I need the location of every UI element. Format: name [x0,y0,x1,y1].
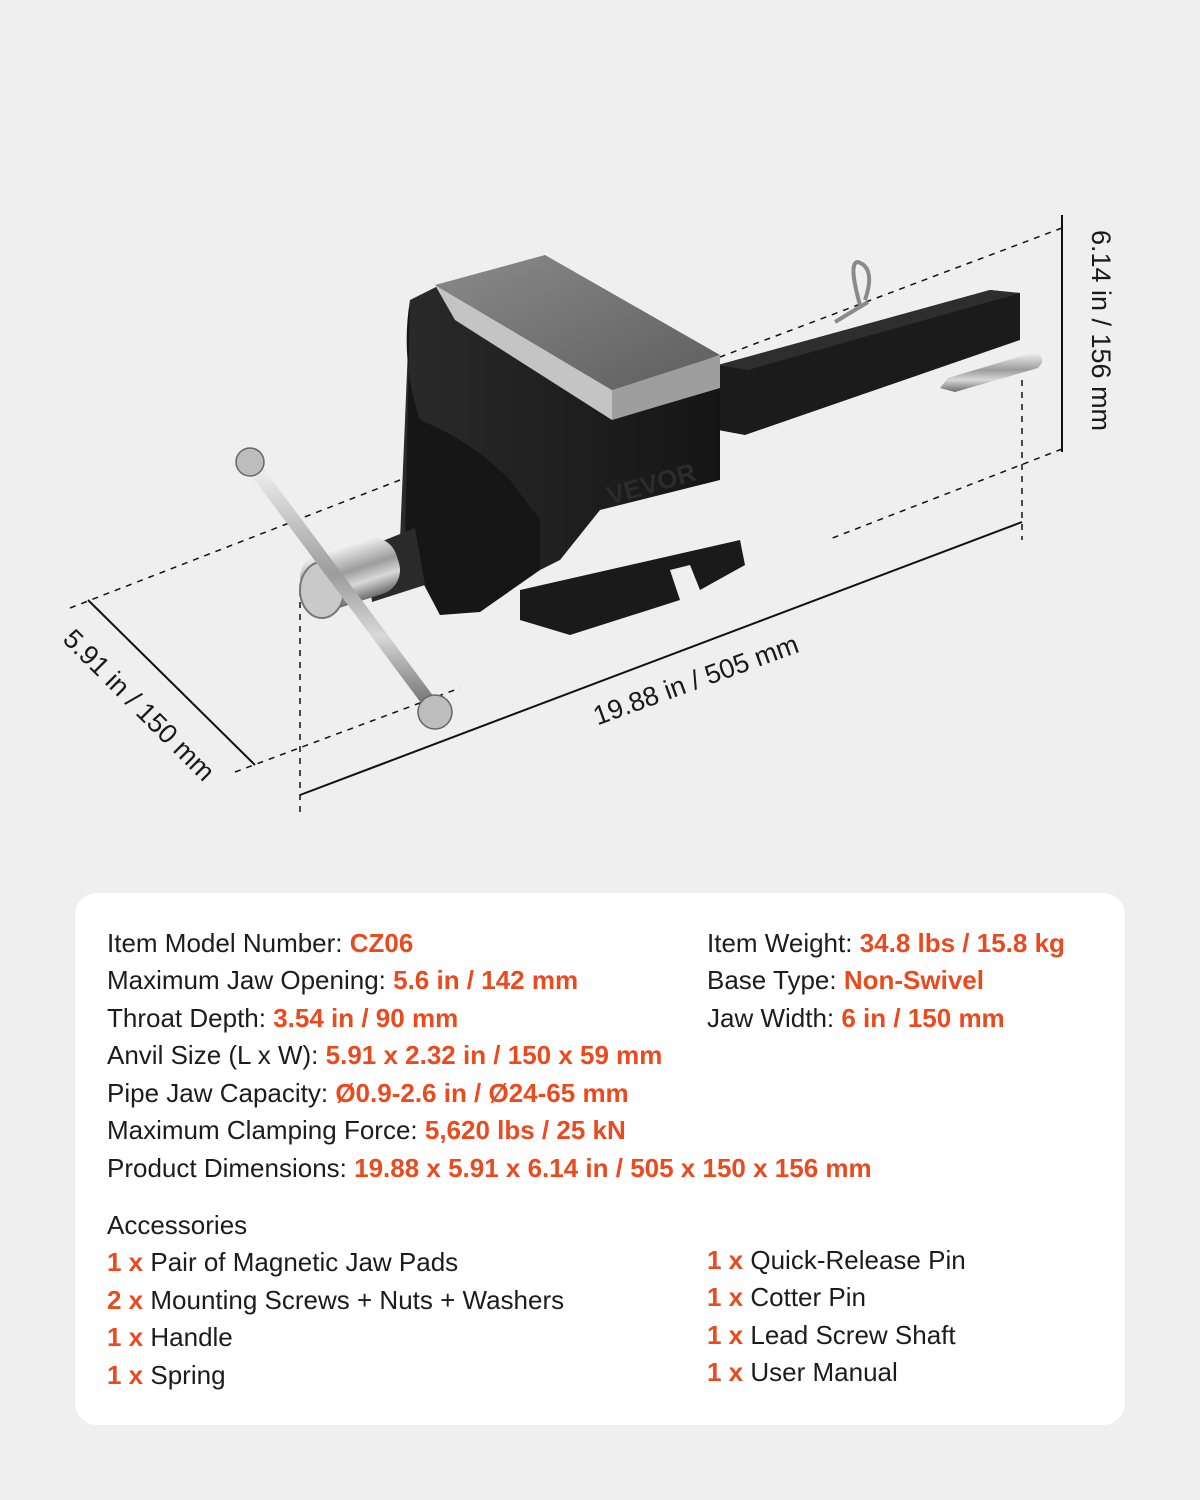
handle-ball-top [236,448,264,476]
spec-value: 34.8 lbs / 15.8 kg [859,928,1065,958]
spec-jaw-opening [107,964,578,996]
spec-label: Product Dimensions: [107,1153,355,1183]
accessory-name: Spring [150,1360,226,1390]
spec-label: Base Type: [707,965,844,995]
accessory-name: Mounting Screws + Nuts + Washers [150,1285,565,1315]
spec-label: Throat Depth: [107,1003,274,1033]
accessory-item [707,1356,898,1388]
accessory-item [707,1244,966,1276]
brand-mark: VEVOR [603,456,700,511]
spec-model [107,927,413,959]
accessory-name: Handle [150,1322,233,1352]
accessory-qty: 1 x [707,1357,751,1387]
spec-label: Anvil Size (L x W): [107,1040,326,1070]
cotter-pin [835,262,869,322]
spec-weight [707,927,1065,959]
accessory-item [107,1284,564,1316]
accessories-title: Accessories [107,1210,248,1240]
spec-value: 5,620 lbs / 25 kN [424,1115,626,1145]
spec-base-type [707,964,984,996]
accessory-name: Pair of Magnetic Jaw Pads [150,1247,459,1277]
handle-ball-bottom [418,695,452,729]
accessory-qty: 1 x [707,1245,751,1275]
accessory-qty: 1 x [107,1360,151,1390]
accessory-qty: 1 x [107,1322,151,1352]
spec-value: 5.91 x 2.32 in / 150 x 59 mm [325,1040,663,1070]
spec-value: Non-Swivel [843,965,984,995]
accessory-qty: 1 x [707,1282,751,1312]
spec-dimensions [107,1152,872,1184]
accessory-qty: 1 x [107,1247,151,1277]
spec-pipe-capacity [107,1077,629,1109]
accessory-name: Cotter Pin [750,1282,866,1312]
spec-value: 19.88 x 5.91 x 6.14 in / 505 x 150 x 156 mm [354,1153,872,1183]
spec-label: Item Model Number: [107,928,350,958]
accessory-name: Lead Screw Shaft [750,1320,956,1350]
accessory-item [107,1246,458,1278]
spec-jaw-width [707,1002,1005,1034]
spec-label: Maximum Clamping Force: [107,1115,425,1145]
spec-label: Maximum Jaw Opening: [107,965,394,995]
accessory-name: Quick-Release Pin [750,1245,966,1275]
spec-value: CZ06 [349,928,414,958]
spec-value: 5.6 in / 142 mm [393,965,579,995]
spec-value: 3.54 in / 90 mm [273,1003,459,1033]
height-dimension-label: 6.14 in / 156 mm [1086,229,1117,432]
width-dimension-label: 5.91 in / 150 mm [57,623,221,787]
accessory-qty: 1 x [707,1320,751,1350]
accessory-item [707,1319,956,1351]
spec-card [75,893,1125,1425]
spec-label: Jaw Width: [707,1003,842,1033]
accessory-name: User Manual [750,1357,898,1387]
spec-throat-depth [107,1002,458,1034]
accessory-qty: 2 x [107,1285,151,1315]
spec-clamping-force [107,1114,626,1146]
accessory-item [107,1321,233,1353]
accessory-item [707,1281,866,1313]
spec-label: Item Weight: [707,928,860,958]
spec-value: 6 in / 150 mm [841,1003,1005,1033]
length-dimension-label: 19.88 in / 505 mm [589,628,803,732]
spec-label: Pipe Jaw Capacity: [107,1078,336,1108]
spec-value: Ø0.9-2.6 in / Ø24-65 mm [335,1078,629,1108]
spec-anvil-size [107,1039,662,1071]
accessory-item [107,1359,226,1391]
